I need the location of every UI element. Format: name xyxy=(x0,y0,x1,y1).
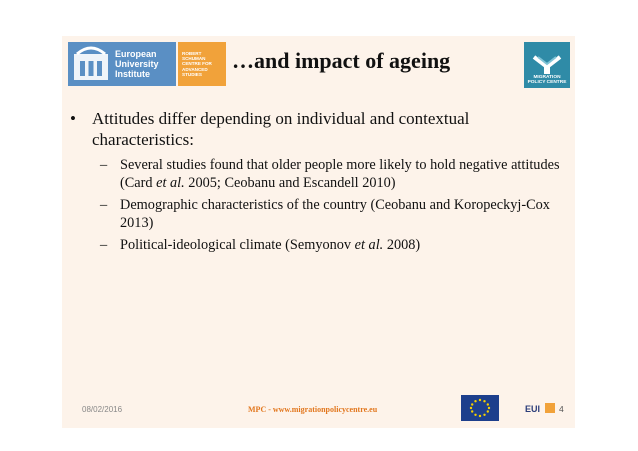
sub-bullet-1 xyxy=(100,156,565,192)
mpc-emblem-icon xyxy=(532,55,562,75)
rsc-logo xyxy=(178,42,226,86)
sub-bullet-3-text xyxy=(120,236,420,254)
slide-title: …and impact of ageing xyxy=(232,48,451,73)
footer-date: 08/02/2016 xyxy=(82,405,123,414)
bullet-dot-icon: • xyxy=(70,109,76,128)
sub-bullet-3-part-a: Political-ideological climate (Semyonov xyxy=(120,237,355,253)
eui-line-3: Institute xyxy=(115,69,150,79)
slide xyxy=(62,36,575,428)
eui-square-icon xyxy=(545,403,555,413)
eu-flag-icon xyxy=(461,395,499,421)
rsc-logo-text: ROBERT SCHUMAN CENTRE FOR ADVANCED STUDIES xyxy=(182,50,212,77)
slide-header xyxy=(62,36,575,92)
sub-bullet-3-etal: et al. xyxy=(354,237,384,253)
footer-website: MPC - www.migrationpolicycentre.eu xyxy=(248,405,378,414)
sub-bullet-1-text xyxy=(120,156,565,192)
dash-icon: – xyxy=(100,237,108,253)
eui-line-1: European xyxy=(115,49,157,59)
sub-bullet-2 xyxy=(100,196,565,232)
sub-bullet-1-part-a: Several studies found that older people more likely to hold negative attitudes (Card xyxy=(120,157,560,191)
eui-line-2: University xyxy=(115,59,159,69)
eui-emblem-icon xyxy=(71,44,111,84)
sub-bullet-3 xyxy=(100,236,565,254)
mpc-logo xyxy=(524,42,570,88)
sub-bullets xyxy=(100,156,565,254)
sub-bullet-1-etal: et al. xyxy=(156,175,185,191)
mpc-logo-text: MIGRATION POLICY CENTRE xyxy=(527,75,567,85)
dash-icon: – xyxy=(100,197,108,213)
sub-bullet-3-part-b: 2008) xyxy=(383,237,421,253)
eui-logo xyxy=(68,42,176,86)
sub-bullet-2-text: Demographic characteristics of the country (Ceobanu and Koropeckyj-Cox 2013) xyxy=(120,197,550,231)
footer-eui-label: EUI xyxy=(525,404,541,414)
eui-logo-text xyxy=(115,49,159,79)
dash-icon: – xyxy=(100,157,108,173)
slide-content xyxy=(70,108,565,258)
main-bullet-text: Attitudes differ depending on individual and contextual characteristics: xyxy=(92,109,470,149)
sub-bullet-1-part-b: 2005; Ceobanu and Escandell 2010) xyxy=(184,175,396,191)
page-number: 4 xyxy=(559,404,564,414)
main-bullet xyxy=(70,108,565,150)
